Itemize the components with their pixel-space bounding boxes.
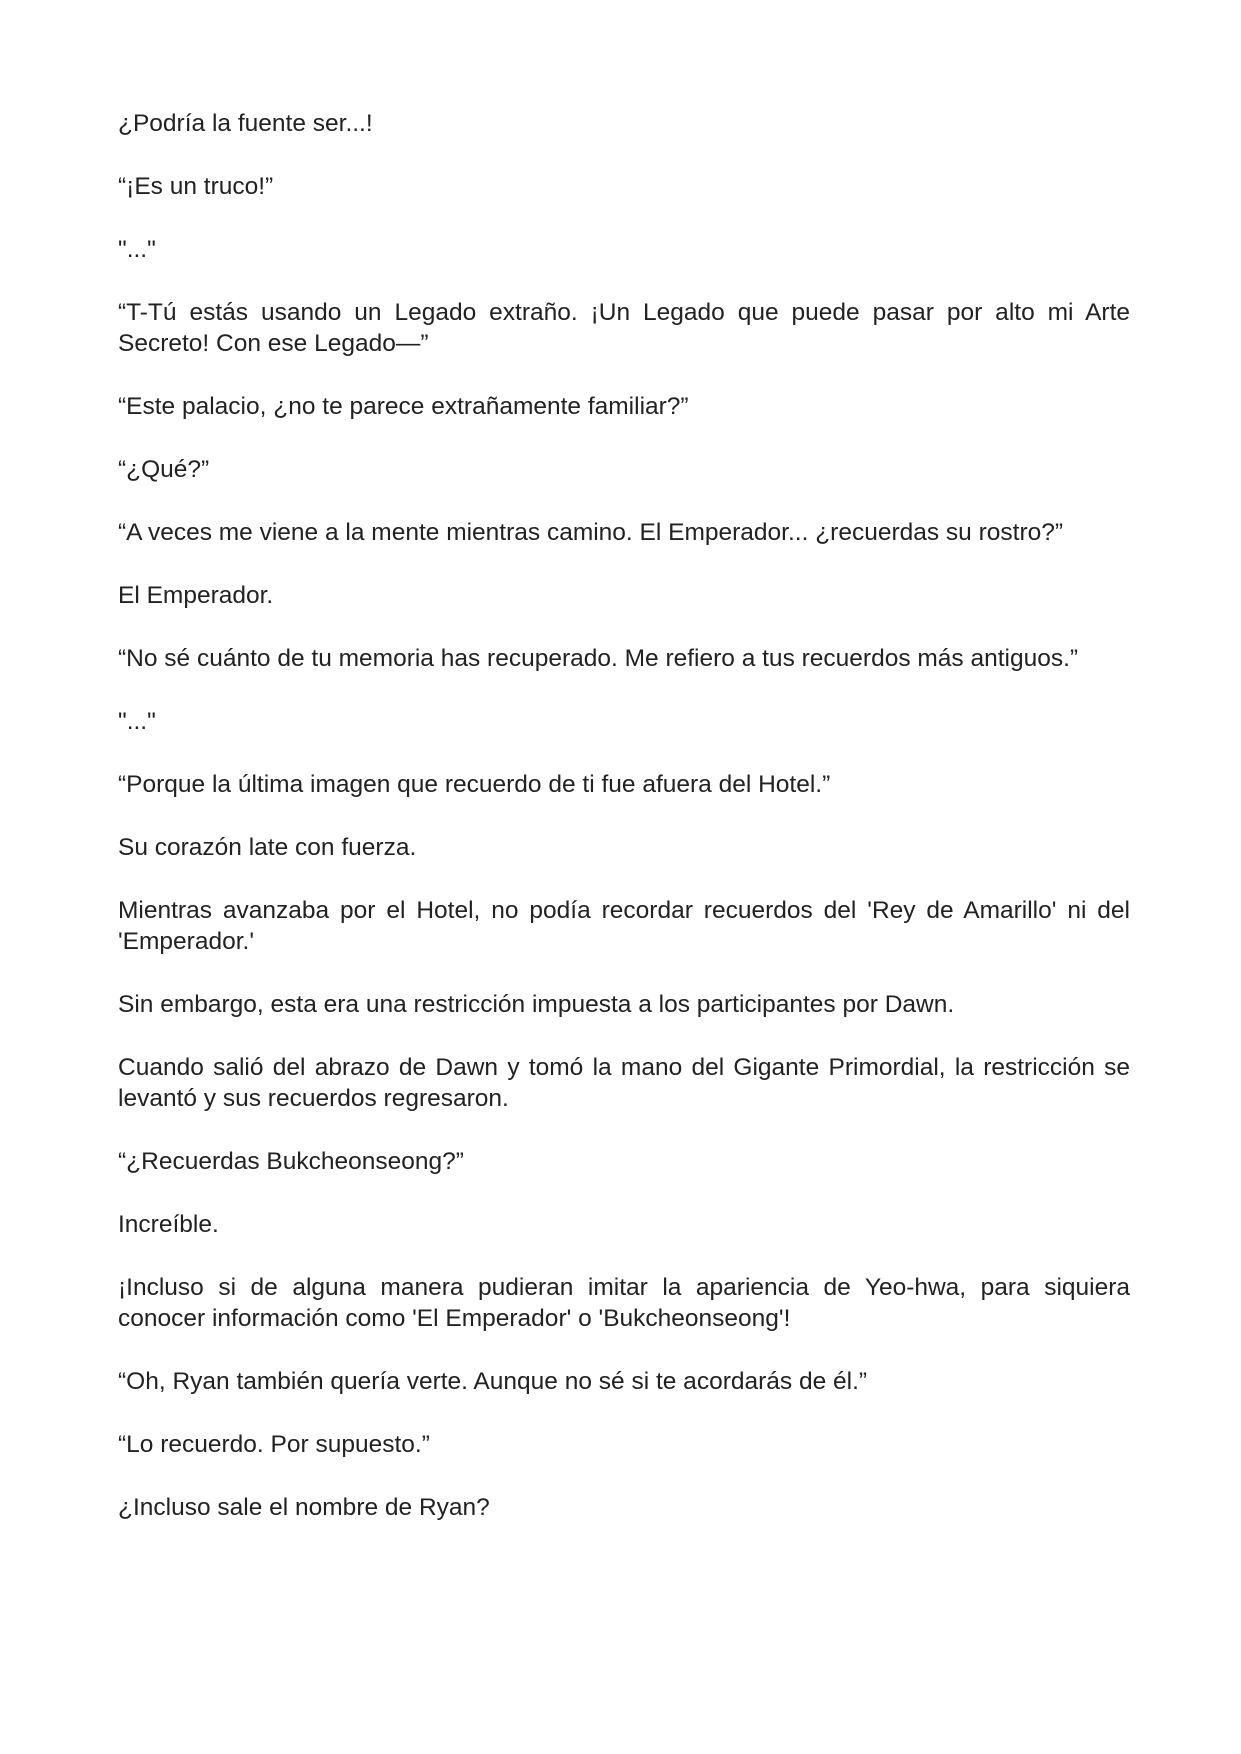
paragraph: Increíble. <box>118 1211 219 1238</box>
paragraph: El Emperador. <box>118 582 274 609</box>
paragraph: "..." <box>118 708 156 735</box>
paragraph: “Porque la última imagen que recuerdo de ti fue afuera del Hotel.” <box>118 771 831 798</box>
paragraph: ¿Incluso sale el nombre de Ryan? <box>118 1494 490 1521</box>
paragraph: ¿Podría la fuente ser...! <box>118 110 373 137</box>
paragraph: ¡Incluso si de alguna manera pudieran imitar la apariencia de Yeo-hwa, para siquiera conocer información como 'El Emperador' o 'Bukcheonseong'! <box>118 1274 1130 1332</box>
paragraph: “Lo recuerdo. Por supuesto.” <box>118 1431 430 1458</box>
paragraph: “¿Recuerdas Bukcheonseong?” <box>118 1148 464 1175</box>
paragraph: Su corazón late con fuerza. <box>118 834 417 861</box>
paragraph: “No sé cuánto de tu memoria has recuperado. Me refiero a tus recuerdos más antiguos.” <box>118 645 1079 672</box>
paragraph: Mientras avanzaba por el Hotel, no podía recordar recuerdos del 'Rey de Amarillo' ni del 'Emperador.' <box>118 897 1130 955</box>
paragraph: “Este palacio, ¿no te parece extrañamente familiar?” <box>118 393 689 420</box>
document-page <box>118 108 1130 1555</box>
paragraph: “¿Qué?” <box>118 456 210 483</box>
paragraph: “Oh, Ryan también quería verte. Aunque no sé si te acordarás de él.” <box>118 1368 868 1395</box>
paragraph: “¡Es un truco!” <box>118 173 274 200</box>
paragraph: Cuando salió del abrazo de Dawn y tomó la mano del Gigante Primordial, la restricción se levantó y sus recuerdos regresaron. <box>118 1054 1130 1112</box>
paragraph: Sin embargo, esta era una restricción impuesta a los participantes por Dawn. <box>118 991 955 1018</box>
paragraph: “A veces me viene a la mente mientras camino. El Emperador... ¿recuerdas su rostro?” <box>118 519 1064 546</box>
paragraph: “T-Tú estás usando un Legado extraño. ¡Un Legado que puede pasar por alto mi Arte Secreto! Con ese Legado—” <box>118 299 1130 357</box>
paragraph: "..." <box>118 236 156 263</box>
